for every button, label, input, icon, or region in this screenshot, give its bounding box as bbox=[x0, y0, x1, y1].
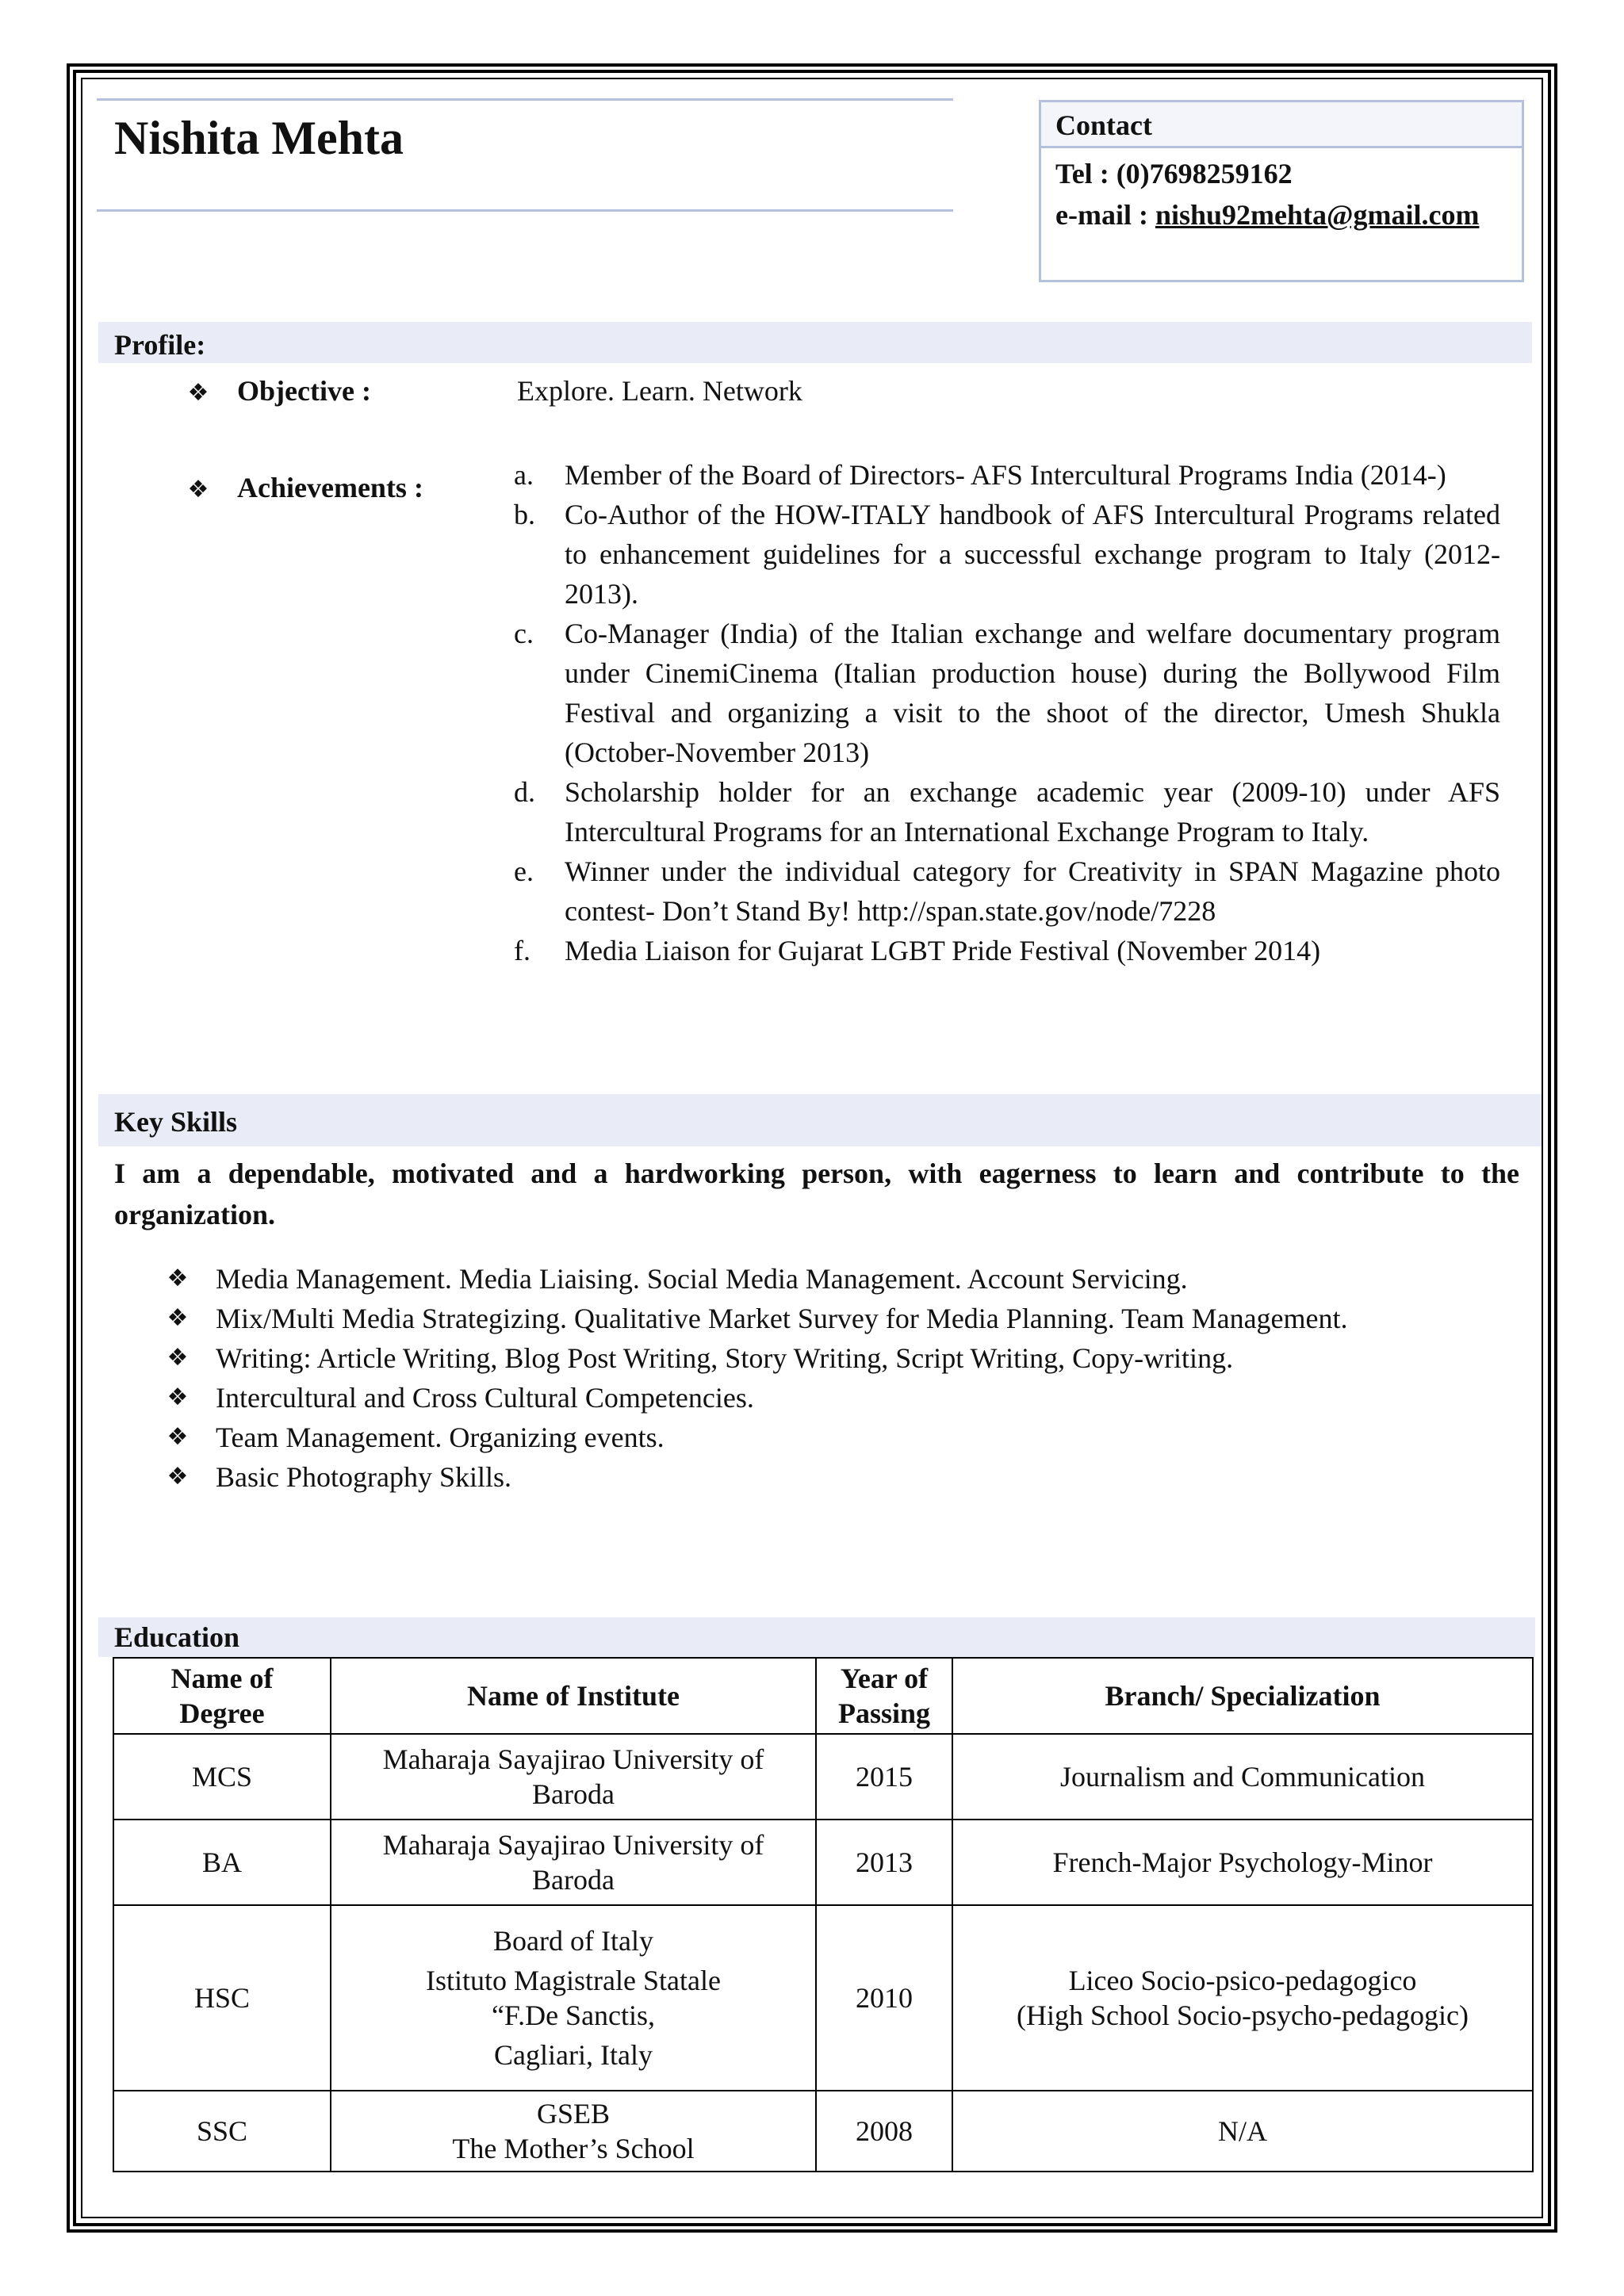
institute-cell: Maharaja Sayajirao University of Baroda bbox=[331, 1734, 816, 1820]
list-item bbox=[163, 1338, 1348, 1378]
education-section-bar bbox=[98, 1617, 1535, 1657]
list-item bbox=[514, 495, 1500, 614]
list-item bbox=[163, 1457, 1348, 1497]
branch-cell: Liceo Socio-psico-pedagogico (High School Socio-psycho-pedagogic) bbox=[952, 1905, 1533, 2091]
list-item bbox=[514, 772, 1500, 851]
institute-cell: Maharaja Sayajirao University of Baroda bbox=[331, 1820, 816, 1905]
diamond-bullet-icon: ❖ bbox=[167, 1344, 189, 1372]
contact-box bbox=[1039, 100, 1524, 282]
year-cell: 2008 bbox=[816, 2091, 952, 2172]
achievement-text: Member of the Board of Directors- AFS Intercultural Programs India (2014-) bbox=[565, 459, 1446, 491]
skill-text: Intercultural and Cross Cultural Competencies. bbox=[216, 1382, 754, 1414]
contact-tel bbox=[1041, 153, 1522, 194]
achievement-text: Winner under the individual category for Creativity in SPAN Magazine photo contest- Don’t Stand By! http://span.state.gov/node/7228 bbox=[565, 855, 1500, 927]
tel-label: Tel : bbox=[1055, 158, 1116, 189]
institute-cell: Board of Italy Istituto Magistrale Statale “F.De Sanctis, Cagliari, Italy bbox=[331, 1905, 816, 2091]
year-cell: 2015 bbox=[816, 1734, 952, 1820]
list-item bbox=[514, 614, 1500, 772]
list-item bbox=[514, 455, 1500, 495]
year-cell: 2013 bbox=[816, 1820, 952, 1905]
skill-text: Team Management. Organizing events. bbox=[216, 1422, 665, 1453]
diamond-bullet-icon: ❖ bbox=[167, 1304, 189, 1332]
list-marker: d. bbox=[514, 776, 535, 808]
achievement-text: Media Liaison for Gujarat LGBT Pride Festival (November 2014) bbox=[565, 935, 1321, 966]
list-marker: e. bbox=[514, 855, 534, 887]
list-marker: b. bbox=[514, 499, 535, 530]
list-item bbox=[163, 1259, 1348, 1299]
skill-text: Basic Photography Skills. bbox=[216, 1461, 512, 1493]
table-row bbox=[113, 2091, 1533, 2172]
list-marker: c. bbox=[514, 618, 534, 649]
column-header-year: Year of Passing bbox=[816, 1658, 952, 1734]
education-heading: Education bbox=[114, 1621, 240, 1653]
email-link[interactable]: nishu92mehta@gmail.com bbox=[1155, 199, 1480, 231]
institute-cell: GSEB The Mother’s School bbox=[331, 2091, 816, 2172]
candidate-name: Nishita Mehta bbox=[114, 112, 404, 164]
diamond-bullet-icon: ❖ bbox=[167, 1383, 189, 1411]
table-row bbox=[113, 1820, 1533, 1905]
year-cell: 2010 bbox=[816, 1905, 952, 2091]
list-item bbox=[163, 1418, 1348, 1457]
branch-cell: Journalism and Communication bbox=[952, 1734, 1533, 1820]
table-row bbox=[113, 1905, 1533, 2091]
list-item bbox=[163, 1378, 1348, 1418]
skills-section-bar bbox=[98, 1094, 1542, 1146]
column-header-degree: Name of Degree bbox=[113, 1658, 331, 1734]
skills-intro: I am a dependable, motivated and a hardworking person, with eagerness to learn and contribute to the organization. bbox=[114, 1158, 1519, 1230]
achievement-text: Co-Author of the HOW-ITALY handbook of AFS Intercultural Programs related to enhancement guidelines for a successful exchange program to Italy (2012-2013). bbox=[565, 499, 1500, 610]
list-item bbox=[514, 851, 1500, 931]
degree-cell: BA bbox=[113, 1820, 331, 1905]
skills-list bbox=[163, 1259, 1348, 1497]
skill-text: Mix/Multi Media Strategizing. Qualitative Market Survey for Media Planning. Team Management. bbox=[216, 1303, 1348, 1334]
degree-cell: MCS bbox=[113, 1734, 331, 1820]
email-label: e-mail : bbox=[1055, 199, 1155, 231]
name-rule-bottom bbox=[97, 209, 953, 212]
diamond-bullet-icon: ❖ bbox=[167, 1265, 189, 1292]
table-header-row bbox=[113, 1658, 1533, 1734]
branch-cell: French-Major Psychology-Minor bbox=[952, 1820, 1533, 1905]
diamond-bullet-icon: ❖ bbox=[167, 1423, 189, 1451]
achievement-text: Co-Manager (India) of the Italian exchange and welfare documentary program under CinemiCinema (Italian production house) during the Bollywood Film Festival and organizing a visit to the shoot of the director, Umesh Shukla (October-November 2013) bbox=[565, 618, 1500, 768]
list-marker: f. bbox=[514, 935, 530, 966]
profile-section-bar bbox=[98, 322, 1532, 363]
profile-heading: Profile: bbox=[114, 329, 206, 361]
tel-value: (0)7698259162 bbox=[1116, 158, 1293, 189]
diamond-bullet-icon: ❖ bbox=[187, 379, 209, 407]
contact-email bbox=[1041, 194, 1522, 235]
achievements-label: Achievements : bbox=[237, 472, 423, 503]
achievements-list bbox=[514, 455, 1500, 970]
objective-label: Objective : bbox=[237, 375, 371, 407]
skill-text: Media Management. Media Liaising. Social Media Management. Account Servicing. bbox=[216, 1263, 1188, 1295]
objective-label-row bbox=[184, 374, 371, 408]
diamond-bullet-icon: ❖ bbox=[167, 1463, 189, 1490]
diamond-bullet-icon: ❖ bbox=[187, 476, 209, 503]
degree-cell: HSC bbox=[113, 1905, 331, 2091]
objective-text: Explore. Learn. Network bbox=[517, 375, 802, 407]
achievement-text: Scholarship holder for an exchange academic year (2009-10) under AFS Intercultural Programs for an International Exchange Program to Italy. bbox=[565, 776, 1500, 848]
education-table bbox=[113, 1657, 1534, 2172]
skills-heading: Key Skills bbox=[114, 1106, 238, 1138]
branch-cell: N/A bbox=[952, 2091, 1533, 2172]
column-header-branch: Branch/ Specialization bbox=[952, 1658, 1533, 1734]
name-rule-top bbox=[97, 98, 953, 101]
degree-cell: SSC bbox=[113, 2091, 331, 2172]
list-marker: a. bbox=[514, 459, 534, 491]
table-row bbox=[113, 1734, 1533, 1820]
column-header-institute: Name of Institute bbox=[331, 1658, 816, 1734]
list-item bbox=[163, 1299, 1348, 1338]
list-item bbox=[514, 931, 1500, 970]
skill-text: Writing: Article Writing, Blog Post Writing, Story Writing, Script Writing, Copy-writing. bbox=[216, 1342, 1234, 1374]
achievements-label-row bbox=[184, 471, 423, 504]
contact-heading: Contact bbox=[1041, 102, 1522, 148]
